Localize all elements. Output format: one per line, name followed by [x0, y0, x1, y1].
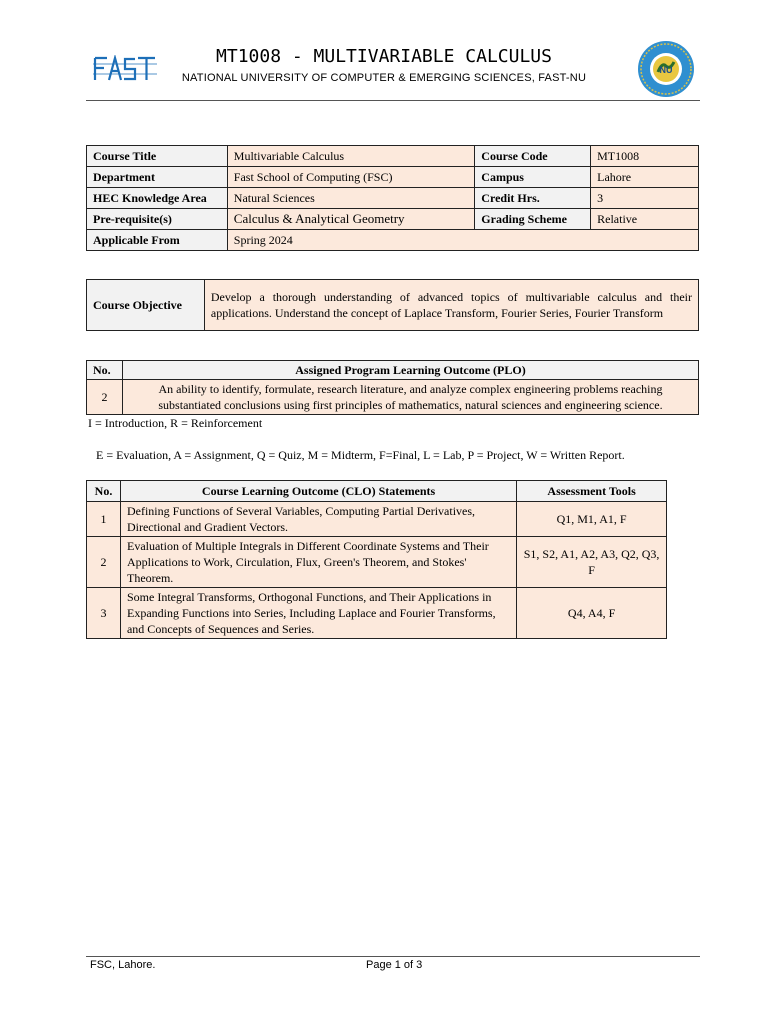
objective-label: Course Objective [87, 280, 205, 331]
legend-introduction: I = Introduction, R = Reinforcement [88, 416, 263, 430]
table-row [87, 537, 667, 588]
table-row [87, 167, 699, 188]
info-label: Applicable From [87, 230, 228, 251]
info-value: Natural Sciences [227, 188, 475, 209]
clo-statement: Evaluation of Multiple Integrals in Different Coordinate Systems and Their Applications to Work, Circulation, Flux, Green's Theorem, and Stokes' Theorem. [120, 537, 516, 588]
legend-assessment: E = Evaluation, A = Assignment, Q = Quiz, M = Midterm, F=Final, L = Lab, P = Project, W = Written Report. [96, 448, 625, 462]
column-header: Assessment Tools [517, 481, 667, 502]
fast-logo [93, 55, 157, 83]
table-row [87, 280, 699, 331]
clo-number: 3 [87, 588, 121, 639]
clo-tools: S1, S2, A1, A2, A3, Q2, Q3, F [517, 537, 667, 588]
table-row [87, 188, 699, 209]
clo-tools: Q4, A4, F [517, 588, 667, 639]
objective-text: Develop a thorough understanding of advanced topics of multivariable calculus and their applications. Understand the concept of Laplace Transform, Fourier Series, Fourier Transform [204, 280, 698, 331]
info-value: 3 [591, 188, 699, 209]
info-label: Course Code [475, 146, 591, 167]
fast-logo-text: FAST [93, 55, 96, 56]
info-label: HEC Knowledge Area [87, 188, 228, 209]
plo-number: 2 [87, 380, 123, 415]
info-value: MT1008 [591, 146, 699, 167]
course-objective-table [86, 279, 699, 331]
info-label: Campus [475, 167, 591, 188]
course-info-table [86, 145, 699, 251]
info-label: Department [87, 167, 228, 188]
footer-campus: FSC, Lahore. [90, 959, 156, 971]
column-header: No. [87, 481, 121, 502]
info-value: Lahore [591, 167, 699, 188]
column-header: No. [87, 361, 123, 380]
info-value: Spring 2024 [227, 230, 698, 251]
table-row [87, 588, 667, 639]
column-header: Course Learning Outcome (CLO) Statements [120, 481, 516, 502]
university-seal-icon [636, 40, 696, 98]
table-row [87, 230, 699, 251]
table-header-row [87, 481, 667, 502]
footer-divider [86, 956, 700, 957]
table-row [87, 380, 699, 415]
info-label: Pre-requisite(s) [87, 209, 228, 230]
svg-text:NU: NU [659, 65, 673, 75]
table-header-row [87, 361, 699, 380]
table-row [87, 146, 699, 167]
page-number: Page 1 of 3 [366, 959, 423, 971]
plo-text: An ability to identify, formulate, research literature, and analyze complex engineering problems reaching substantiated conclusions using first principles of mathematics, natural sciences and engineering science. [122, 380, 698, 415]
info-label: Grading Scheme [475, 209, 591, 230]
clo-statement: Some Integral Transforms, Orthogonal Functions, and Their Applications in Expanding Functions into Series, Including Laplace and Fourier Transforms, and Concepts of Sequences and Series. [120, 588, 516, 639]
plo-table [86, 360, 699, 415]
info-value: Fast School of Computing (FSC) [227, 167, 475, 188]
clo-table [86, 480, 667, 639]
info-value: Calculus & Analytical Geometry [227, 209, 475, 230]
table-row [87, 502, 667, 537]
clo-tools: Q1, M1, A1, F [517, 502, 667, 537]
info-label: Credit Hrs. [475, 188, 591, 209]
clo-statement: Defining Functions of Several Variables, Computing Partial Derivatives, Directional and Gradient Vectors. [120, 502, 516, 537]
info-value: Relative [591, 209, 699, 230]
header-divider [86, 100, 700, 101]
clo-number: 1 [87, 502, 121, 537]
column-header: Assigned Program Learning Outcome (PLO) [122, 361, 698, 380]
table-row [87, 209, 699, 230]
info-label: Course Title [87, 146, 228, 167]
clo-number: 2 [87, 537, 121, 588]
page-title: MT1008 - MULTIVARIABLE CALCULUS [216, 46, 552, 67]
info-value: Multivariable Calculus [227, 146, 475, 167]
university-name: NATIONAL UNIVERSITY OF COMPUTER & EMERGING SCIENCES, FAST-NU [181, 72, 587, 84]
